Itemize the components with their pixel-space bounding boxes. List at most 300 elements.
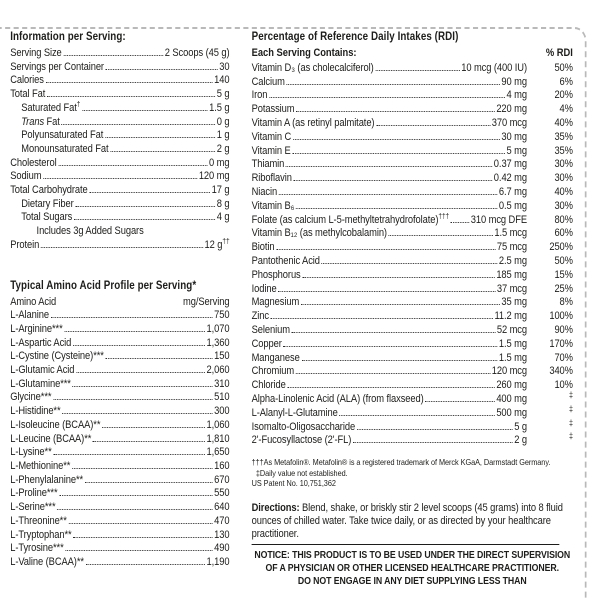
amino-row xyxy=(10,487,229,501)
row-value: 0 g xyxy=(216,115,230,128)
row-amount: 1.5 mg xyxy=(498,351,527,364)
row-pct: ‡ xyxy=(568,403,573,414)
row-label: L-Alanine xyxy=(10,309,49,322)
row-value: 670 xyxy=(214,473,230,486)
each-serving-label: Each Serving Contains: xyxy=(251,47,357,59)
dot-leader xyxy=(322,263,498,264)
rdi-row xyxy=(251,430,573,448)
row-label: L-Isoleucine (BCAA)** xyxy=(10,418,101,431)
row-label: Pantothenic Acid xyxy=(251,254,320,267)
row-label: Biotin xyxy=(251,241,275,254)
row-pct: 25% xyxy=(554,282,573,295)
rdi-row xyxy=(252,145,573,159)
row-amount: 0.5 mg xyxy=(498,199,527,212)
row-label: Alpha-Linolenic Acid (ALA) (from flaxseed) xyxy=(251,392,424,405)
dot-leader xyxy=(43,178,197,179)
nutrition-row xyxy=(10,74,229,88)
row-value: 1,360 xyxy=(206,336,230,349)
dot-leader xyxy=(51,317,213,318)
dot-leader xyxy=(74,219,215,220)
rdi-row xyxy=(252,172,573,186)
dot-leader xyxy=(286,84,499,85)
rdi-row xyxy=(252,338,573,352)
row-value: 30 xyxy=(219,60,230,73)
rdi-row xyxy=(251,210,573,228)
dot-leader xyxy=(86,564,205,565)
row-amount: 400 mg xyxy=(496,392,527,405)
row-pct: 6% xyxy=(559,75,573,88)
row-label: Manganese xyxy=(251,351,300,364)
dot-leader xyxy=(301,304,500,305)
row-label: Niacin xyxy=(251,185,278,198)
row-pct: 8% xyxy=(559,296,573,309)
dot-leader xyxy=(53,399,212,400)
rdi-row xyxy=(252,324,573,338)
row-label: Servings per Container xyxy=(10,60,104,73)
row-pct: ‡ xyxy=(568,389,573,400)
amino-header-unit: mg/Serving xyxy=(183,295,230,308)
dot-leader xyxy=(93,441,205,442)
row-value: 510 xyxy=(214,391,230,404)
dot-leader xyxy=(59,495,212,496)
amino-row xyxy=(10,515,229,529)
row-label: Chromium xyxy=(251,365,295,378)
rdi-row xyxy=(252,352,573,366)
nutrition-row xyxy=(10,116,229,130)
row-label: L-Valine (BCAA)** xyxy=(10,555,84,568)
rdi-row xyxy=(252,158,573,172)
rdi-row xyxy=(252,283,573,297)
directions-label: Directions: xyxy=(251,501,300,514)
row-pct: 40% xyxy=(554,116,573,129)
notice-line: OF A PHYSICIAN OR OTHER LICENSED HEALTHCARE PRACTITIONER. xyxy=(265,563,559,575)
row-pct: 30% xyxy=(554,199,573,212)
nutrition-rows xyxy=(10,47,229,253)
row-label: Vitamin D₃ (as cholecalciferol) xyxy=(251,61,374,74)
row-value: 150 xyxy=(214,350,230,363)
rdi-row xyxy=(251,403,573,421)
row-value: 160 xyxy=(214,459,230,472)
footnotes xyxy=(252,457,573,489)
dot-leader xyxy=(376,125,490,126)
amino-row xyxy=(10,337,229,351)
amino-row xyxy=(10,364,229,378)
footnote-line: ‡Daily value not established. xyxy=(255,467,348,478)
amino-rows xyxy=(10,309,229,569)
row-label: Zinc xyxy=(251,310,269,323)
row-value: 5 g xyxy=(216,88,230,101)
rdi-row xyxy=(252,131,573,145)
divider-rule xyxy=(252,544,560,545)
notice xyxy=(252,549,573,589)
row-pct: 35% xyxy=(554,130,573,143)
row-pct: 35% xyxy=(554,144,573,157)
row-label: Iron xyxy=(251,89,268,102)
row-pct: ‡ xyxy=(568,430,573,441)
dot-leader xyxy=(76,372,205,373)
amino-row xyxy=(10,460,229,474)
row-value: 2 Scoops (45 g) xyxy=(164,47,230,59)
row-amount: 185 mg xyxy=(496,268,527,281)
dot-leader xyxy=(72,468,212,469)
row-label: Copper xyxy=(251,337,282,350)
row-label: Sodium xyxy=(10,170,42,183)
row-label: Calcium xyxy=(251,75,285,88)
dot-leader xyxy=(82,110,207,111)
rdi-row xyxy=(252,365,573,379)
rdi-row xyxy=(252,117,573,131)
dot-leader xyxy=(292,332,496,333)
row-label: Iodine xyxy=(251,282,277,295)
row-label: L-Cystine (Cysteine)*** xyxy=(10,350,104,363)
row-label: L-Aspartic Acid xyxy=(10,336,72,349)
rdi-row xyxy=(252,76,573,90)
row-label: Calories xyxy=(10,74,44,87)
nutrition-row xyxy=(10,143,229,157)
directions xyxy=(252,502,573,541)
row-label: Trans Fat xyxy=(21,115,60,128)
row-value: 4 g xyxy=(216,211,230,224)
row-value: 120 mg xyxy=(198,170,230,183)
amino-row xyxy=(10,556,229,570)
rdi-row xyxy=(251,416,573,435)
row-amount: 30 mg xyxy=(501,130,527,143)
dot-leader xyxy=(375,70,459,71)
nutrition-row xyxy=(10,184,229,198)
row-label: Total Carbohydrate xyxy=(10,184,88,197)
row-amount: 500 mg xyxy=(496,406,527,419)
amino-row xyxy=(10,419,229,433)
nutrition-row xyxy=(10,61,229,75)
amino-row xyxy=(10,446,229,460)
row-label: Monounsaturated Fat xyxy=(21,142,109,155)
row-label: Riboflavin xyxy=(251,172,292,185)
row-label: Dietary Fiber xyxy=(21,197,74,210)
rdi-row xyxy=(251,389,573,407)
rdi-row xyxy=(252,379,573,393)
row-label: Magnesium xyxy=(251,296,300,309)
row-label: Serving Size xyxy=(10,47,62,59)
row-pct: 80% xyxy=(554,213,573,226)
row-amount: 90 mg xyxy=(501,75,527,88)
rdi-title: Percentage of Reference Daily Intakes (RDI) xyxy=(251,31,459,43)
row-amount: 4 mg xyxy=(506,89,527,102)
row-value: 8 g xyxy=(216,197,230,210)
row-amount: 5 mg xyxy=(506,144,527,157)
footnote-line: †††As Metafolin®. Metafolin® is a registered trademark of Merck KGaA, Darmstadt Germany. xyxy=(251,457,551,468)
row-label: Potassium xyxy=(251,103,295,116)
row-value: 1,190 xyxy=(206,555,230,568)
row-amount: 5 g xyxy=(514,420,527,433)
amino-row xyxy=(10,542,229,556)
row-label: Vitamin E xyxy=(251,144,291,157)
row-pct: 170% xyxy=(549,337,573,350)
nutrition-row xyxy=(10,129,229,143)
dot-leader xyxy=(73,345,205,346)
row-label: Saturated Fat† xyxy=(21,99,81,114)
dot-leader xyxy=(62,124,216,125)
row-pct: 20% xyxy=(554,89,573,102)
row-amount: 11.2 mg xyxy=(494,310,527,323)
row-value: 750 xyxy=(214,309,230,322)
row-value: 1.5 g xyxy=(209,101,230,114)
row-label: Vitamin B₁₂ (as methylcobalamin) xyxy=(251,227,387,240)
row-value: 310 xyxy=(214,377,230,390)
row-label: L-Tryptophan** xyxy=(10,528,72,541)
row-amount: 260 mg xyxy=(496,379,527,392)
dot-leader xyxy=(63,55,163,56)
row-label: Vitamin B₆ xyxy=(251,199,295,212)
dot-leader xyxy=(294,180,493,181)
row-label: L-Tyrosine*** xyxy=(10,542,64,555)
row-label: L-Serine*** xyxy=(10,501,56,514)
row-amount: 35 mg xyxy=(501,296,527,309)
row-label: L-Arginine*** xyxy=(10,322,63,335)
row-amount: 75 mcg xyxy=(496,241,527,254)
row-pct: 90% xyxy=(554,323,573,336)
row-label: Total Fat xyxy=(10,88,46,101)
dot-leader xyxy=(85,482,213,483)
dot-leader xyxy=(339,415,494,416)
nutrition-row xyxy=(10,88,229,102)
nutrition-row xyxy=(10,157,229,171)
dot-leader xyxy=(110,151,215,152)
nutrition-row xyxy=(10,236,230,253)
dot-leader xyxy=(106,69,218,70)
row-value: 1 g xyxy=(216,129,230,142)
row-label: L-Histidine** xyxy=(10,405,61,418)
dot-leader xyxy=(278,291,495,292)
amino-title: Typical Amino Acid Profile per Serving* xyxy=(10,279,197,292)
row-amount: 120 mcg xyxy=(491,365,527,378)
row-label: Glycine*** xyxy=(10,391,52,404)
dot-leader xyxy=(357,429,513,430)
dot-leader xyxy=(57,509,212,510)
rdi-row xyxy=(252,89,573,103)
row-label: Folate (as calcium L-5-methyltetrahydrofolate)††† xyxy=(251,210,450,226)
dot-leader xyxy=(353,442,513,443)
left-column xyxy=(10,31,229,570)
row-value: 1,070 xyxy=(206,322,230,335)
row-label: L-Threonine** xyxy=(10,514,67,527)
row-value: 140 xyxy=(214,74,230,87)
row-pct: 100% xyxy=(549,310,573,323)
row-amount: 0.42 mg xyxy=(493,172,527,185)
amino-row xyxy=(10,391,229,405)
row-pct: 30% xyxy=(554,172,573,185)
dot-leader xyxy=(451,222,469,223)
dot-leader xyxy=(89,192,210,193)
row-amount: 0.37 mg xyxy=(493,158,527,171)
row-label: Cholesterol xyxy=(10,156,57,169)
row-pct: 60% xyxy=(554,227,573,240)
row-label: Vitamin A (as retinyl palmitate) xyxy=(251,116,375,129)
row-pct: 50% xyxy=(554,61,573,74)
amino-row xyxy=(10,378,229,392)
rdi-row xyxy=(252,310,573,324)
dot-leader xyxy=(293,139,500,140)
row-value: 1,060 xyxy=(206,418,230,431)
row-amount: 220 mg xyxy=(496,103,527,116)
nutrition-row xyxy=(10,211,229,225)
dot-leader xyxy=(41,247,203,248)
rdi-row xyxy=(252,269,573,283)
row-pct: ‡ xyxy=(568,416,573,427)
row-value: 470 xyxy=(214,514,230,527)
row-label: Chloride xyxy=(251,379,286,392)
row-amount: 310 mcg DFE xyxy=(470,213,527,226)
amino-row xyxy=(10,529,229,543)
row-value: 0 mg xyxy=(209,156,230,169)
right-column xyxy=(252,31,573,589)
row-pct: 15% xyxy=(554,268,573,281)
row-label: L-Lysine** xyxy=(10,446,52,459)
amino-row xyxy=(10,405,229,419)
dot-leader xyxy=(106,358,213,359)
row-label: L-Glutamine*** xyxy=(10,377,71,390)
row-pct: 30% xyxy=(554,158,573,171)
dot-leader xyxy=(287,387,494,388)
amino-row xyxy=(10,323,229,337)
row-amount: 2 g xyxy=(514,434,527,447)
dot-leader xyxy=(271,318,493,319)
dot-leader xyxy=(296,208,497,209)
nutrition-row xyxy=(10,47,229,61)
rdi-row xyxy=(252,241,573,255)
dot-leader xyxy=(269,97,505,98)
rdi-header-row xyxy=(252,47,573,61)
amino-row xyxy=(10,309,229,323)
dot-leader xyxy=(279,194,497,195)
dot-leader xyxy=(65,550,212,551)
row-amount: 370 mcg xyxy=(491,116,527,129)
rdi-row xyxy=(252,227,573,241)
row-pct: 70% xyxy=(554,351,573,364)
amino-row xyxy=(10,433,229,447)
row-pct: 250% xyxy=(549,241,573,254)
amino-row xyxy=(10,474,229,488)
row-value: 17 g xyxy=(211,184,230,197)
row-value: 1,810 xyxy=(206,432,230,445)
dot-leader xyxy=(105,137,215,138)
rdi-row xyxy=(252,200,573,214)
row-value: 2 g xyxy=(216,142,230,155)
dot-leader xyxy=(425,401,494,402)
dot-leader xyxy=(296,373,490,374)
row-amount: 10 mcg (400 IU) xyxy=(461,61,527,74)
dot-leader xyxy=(53,454,204,455)
dot-leader xyxy=(276,249,495,250)
row-label: L-Glutamic Acid xyxy=(10,364,75,377)
row-value: 490 xyxy=(214,542,230,555)
row-value: 2,060 xyxy=(206,364,230,377)
notice-line: NOTICE: THIS PRODUCT IS TO BE USED UNDER THE DIRECT SUPERVISION xyxy=(254,549,571,561)
notice-line: DO NOT ENGAGE IN ANY DIET SUPPLYING LESS THAN xyxy=(297,576,527,588)
directions-text: Blend, shake, or briskly stir 2 level scoops (45 grams) into 8 fluid ounces of chilled water. Take twice daily, or as directed by your healthcare practitioner. xyxy=(251,501,563,540)
dot-leader xyxy=(64,331,204,332)
row-value: 1,650 xyxy=(206,446,230,459)
amino-row xyxy=(10,350,229,364)
row-pct: 4% xyxy=(559,103,573,116)
row-label: L-Proline*** xyxy=(10,487,58,500)
row-value: 550 xyxy=(214,487,230,500)
rdi-row xyxy=(252,296,573,310)
rdi-row xyxy=(252,103,573,117)
dot-leader xyxy=(46,82,213,83)
row-amount: 6.7 mg xyxy=(498,185,527,198)
row-label: Vitamin C xyxy=(251,130,292,143)
row-label: L-Phenylalanine** xyxy=(10,473,84,486)
row-amount: 52 mcg xyxy=(496,323,527,336)
dot-leader xyxy=(75,206,215,207)
nutrition-row xyxy=(10,198,229,212)
footnote-line: US Patent No. 10,751,362 xyxy=(251,478,336,489)
row-pct: 10% xyxy=(554,379,573,392)
row-pct: 50% xyxy=(554,254,573,267)
dot-leader xyxy=(301,360,497,361)
nutrition-title: Information per Serving: xyxy=(10,31,126,43)
row-label: Selenium xyxy=(251,323,290,336)
dot-leader xyxy=(73,386,213,387)
nutrition-row xyxy=(10,170,229,184)
dot-leader xyxy=(68,523,212,524)
row-label: Protein xyxy=(10,238,40,251)
dot-leader xyxy=(292,153,504,154)
rdi-row xyxy=(252,62,573,76)
amino-header-name: Amino Acid xyxy=(10,295,57,308)
rdi-row xyxy=(252,186,573,200)
row-label: L-Methionine** xyxy=(10,459,71,472)
row-value: 640 xyxy=(214,501,230,514)
row-value: 12 g†† xyxy=(204,236,230,251)
row-label: Total Sugars xyxy=(21,211,73,224)
dot-leader xyxy=(296,111,494,112)
amino-row xyxy=(10,501,229,515)
dot-leader xyxy=(283,346,497,347)
row-label: Polyunsaturated Fat xyxy=(21,129,104,142)
row-label: Isomalto-Oligosaccharide xyxy=(251,420,356,433)
row-label: Includes 3g Added Sugars xyxy=(36,225,144,238)
rdi-row xyxy=(252,255,573,269)
row-amount: 37 mcg xyxy=(496,282,527,295)
row-label: Phosphorus xyxy=(251,268,301,281)
amino-header-row xyxy=(10,296,229,310)
row-label: Thiamin xyxy=(251,158,285,171)
dot-leader xyxy=(62,413,212,414)
row-pct: 340% xyxy=(549,365,573,378)
row-value: 130 xyxy=(214,528,230,541)
dot-leader xyxy=(102,427,205,428)
row-label: 2'-Fucosyllactose (2'-FL) xyxy=(251,434,352,447)
row-amount: 2.5 mg xyxy=(498,254,527,267)
rdi-rows xyxy=(252,62,573,448)
dot-leader xyxy=(58,165,207,166)
dot-leader xyxy=(47,96,215,97)
row-amount: 1.5 mcg xyxy=(494,227,527,240)
row-pct: 40% xyxy=(554,185,573,198)
dot-leader xyxy=(302,277,494,278)
dot-leader xyxy=(73,537,212,538)
dot-leader xyxy=(286,166,492,167)
row-label: L-Leucine (BCAA)** xyxy=(10,432,92,445)
nutrition-row xyxy=(10,225,229,239)
pct-rdi-header: % RDI xyxy=(545,47,573,59)
row-amount: 1.5 mg xyxy=(498,337,527,350)
row-value: 300 xyxy=(214,405,230,418)
dot-leader xyxy=(389,235,493,236)
nutrition-row xyxy=(10,99,230,116)
row-label: L-Alanyl-L-Glutamine xyxy=(251,406,338,419)
